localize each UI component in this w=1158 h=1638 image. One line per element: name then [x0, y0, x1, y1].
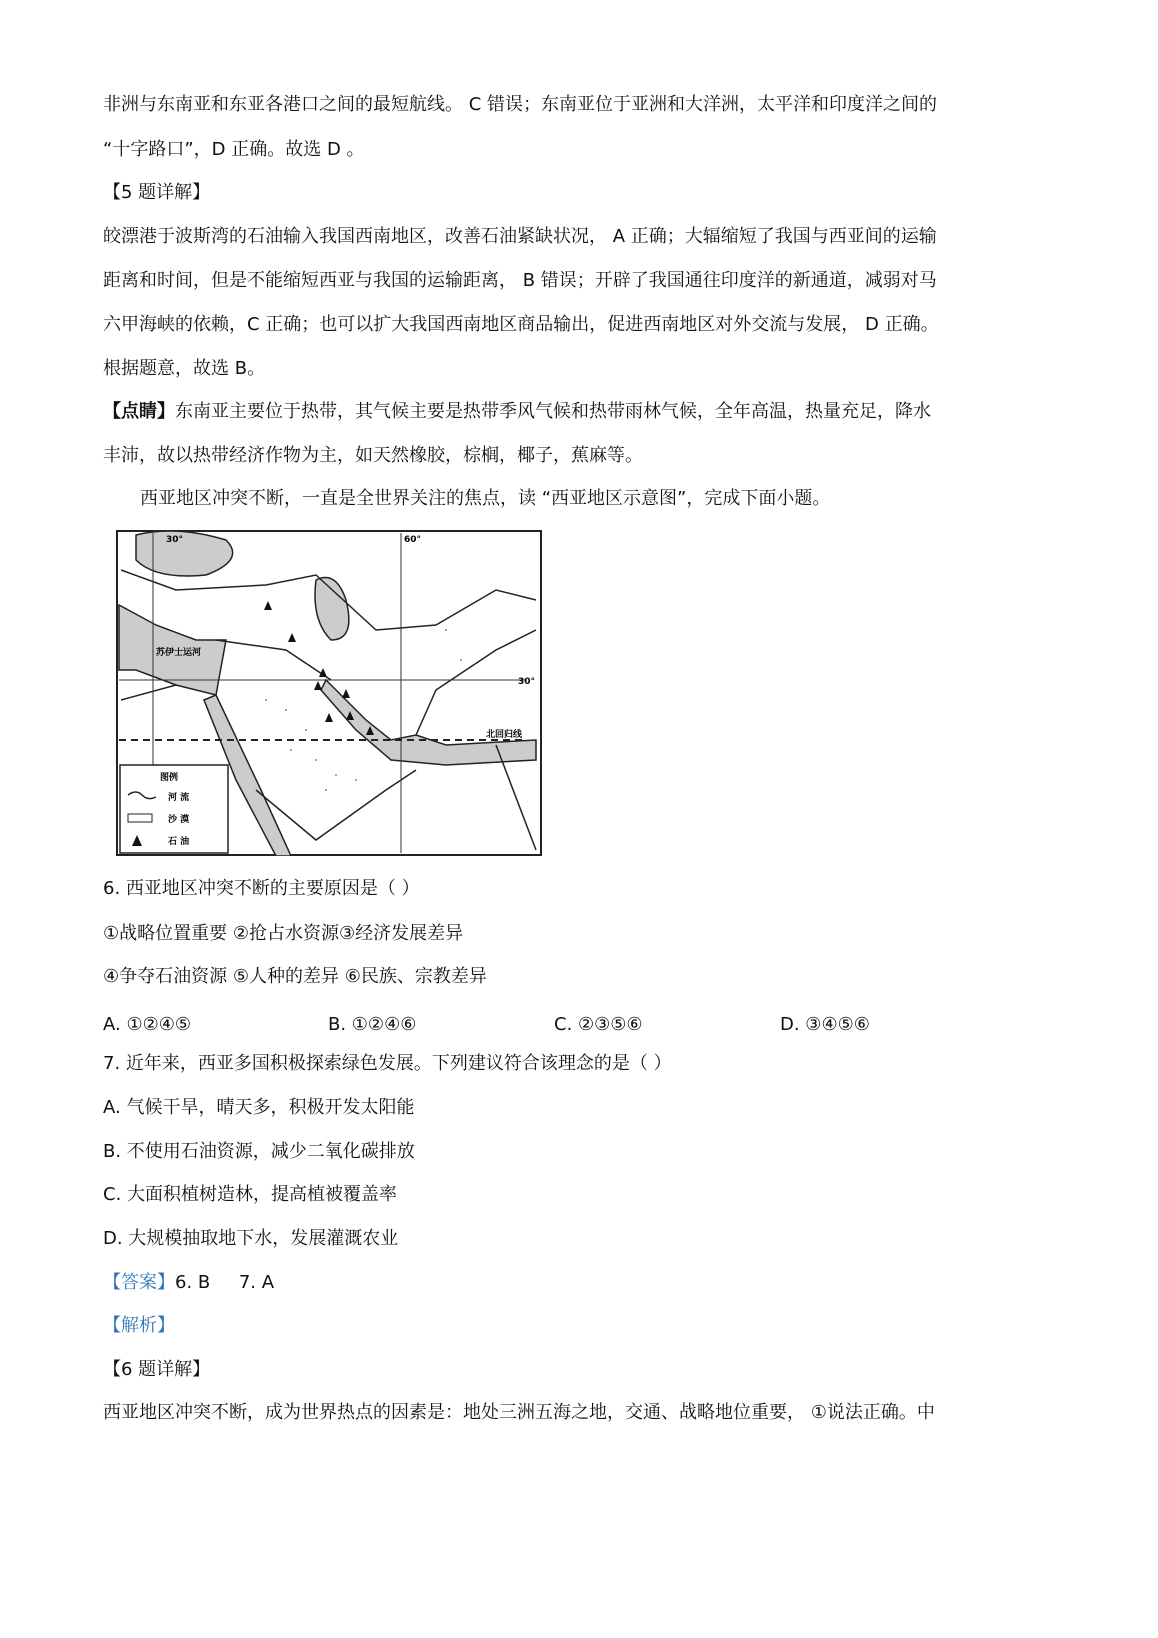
question-6-stem: 6. 西亚地区冲突不断的主要原因是（ ） — [103, 878, 420, 899]
q7-option-b: B. 不使用石油资源，减少二氧化碳排放 — [103, 1141, 415, 1162]
lon-30-label: 30° — [166, 535, 184, 545]
q6-option-d: D. ③④⑤⑥ — [780, 1014, 870, 1035]
answer-line — [103, 1271, 274, 1295]
q7-option-c: C. 大面积植树造林，提高植被覆盖率 — [103, 1184, 398, 1205]
lat-30-label: 30° — [518, 677, 536, 687]
desert-icon — [128, 814, 152, 822]
q6-option-c: C. ②③⑤⑥ — [554, 1014, 643, 1035]
intro-text: 西亚地区冲突不断，一直是全世界关注的焦点，读 “西亚地区示意图”，完成下面小题。 — [140, 488, 831, 509]
black-sea — [136, 531, 233, 576]
answer-text: 6. B 7. A — [175, 1272, 275, 1293]
section-heading: 【5 题详解】 — [103, 182, 211, 203]
tropic-label: 北回归线 — [486, 730, 523, 740]
answer-label: 【答案】 — [103, 1272, 175, 1293]
text-line: 丰沛，故以热带经济作物为主，如天然橡胶，棕榈，椰子，蕉麻等。 — [103, 445, 643, 466]
q6-option-a: A. ①②④⑤ — [103, 1014, 191, 1035]
dianjing-paragraph — [103, 400, 931, 424]
svg-text:图例: 图例 — [160, 773, 179, 783]
map-legend — [120, 765, 228, 853]
text-line: 六甲海峡的依赖，C 正确；也可以扩大我国西南地区商品输出，促进西南地区对外交流与发展， D 正确。 — [103, 314, 939, 335]
question-6-items: ①战略位置重要 ②抢占水资源③经济发展差异 — [103, 923, 464, 944]
question-6-items: ④争夺石油资源 ⑤人种的差异 ⑥民族、宗教差异 — [103, 966, 487, 987]
text-line: 非洲与东南亚和东亚各港口之间的最短航线。 C 错误；东南亚位于亚洲和大洋洲，太平洋和印度洋之间的 — [103, 94, 938, 115]
q7-option-a: A. 气候干旱，晴天多，积极开发太阳能 — [103, 1097, 415, 1118]
text-line: 距离和时间，但是不能缩短西亚与我国的运输距离， B 错误；开辟了我国通往印度洋的新通道，减弱对马 — [103, 270, 937, 291]
west-asia-map — [116, 530, 542, 856]
analysis-label: 【解析】 — [103, 1315, 175, 1336]
suez-canal-label: 苏伊士运河 — [156, 648, 202, 658]
question-7-stem: 7. 近年来，西亚多国积极探索绿色发展。下列建议符合该理念的是（ ） — [103, 1053, 672, 1074]
svg-text:河 流: 河 流 — [168, 793, 190, 803]
text-line: 皎漂港于波斯湾的石油输入我国西南地区，改善石油紧缺状况， A 正确；大辐缩短了我国与西亚间的运输 — [103, 226, 937, 247]
dianjing-label: 【点睛】 — [103, 401, 175, 422]
analysis-text: 西亚地区冲突不断，成为世界热点的因素是：地处三洲五海之地，交通、战略地位重要， ①说法正确。中 — [103, 1402, 935, 1423]
svg-text:石 油: 石 油 — [168, 837, 190, 847]
text-line: 根据题意，故选 B。 — [103, 358, 266, 379]
q7-option-d: D. 大规模抽取地下水，发展灌溉农业 — [103, 1228, 399, 1249]
text-line: “十字路口”，D 正确。故选 D 。 — [103, 139, 365, 160]
dianjing-text: 东南亚主要位于热带，其气候主要是热带季风气候和热带雨林气候，全年高温，热量充足，降水 — [175, 401, 931, 422]
q6-option-b: B. ①②④⑥ — [328, 1014, 417, 1035]
section-heading: 【6 题详解】 — [103, 1359, 211, 1380]
lon-60-label: 60° — [404, 535, 422, 545]
svg-text:沙 漠: 沙 漠 — [168, 815, 190, 825]
